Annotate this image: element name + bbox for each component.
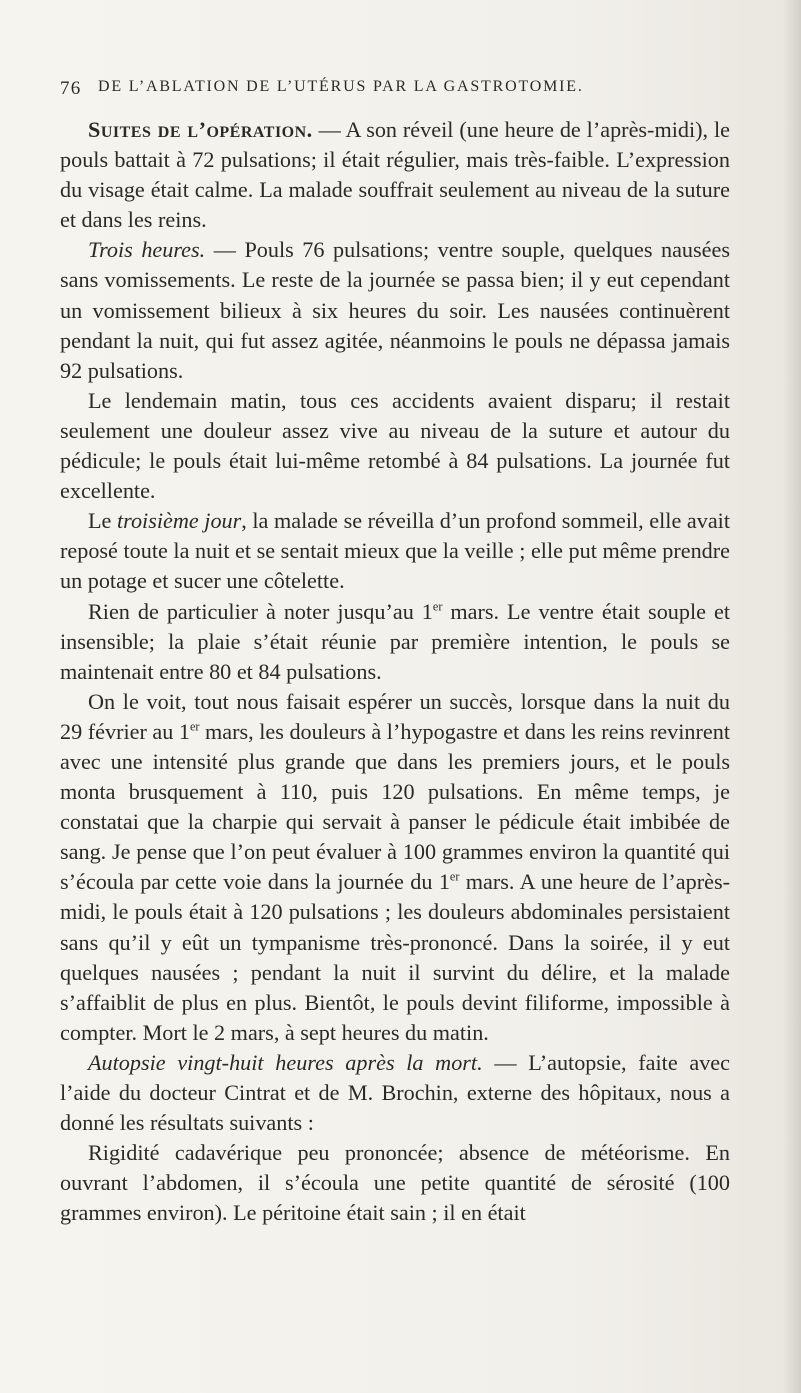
paragraph-text: — L’autopsie, faite avec l’aide du docteur Cintrat et de M. Brochin, externe des hôpitaux, nous a donné les résultats suivants : [60, 1049, 730, 1136]
paragraph [60, 597, 730, 687]
paragraph-text: Rien de particulier à noter jusqu’au 1 [88, 598, 433, 624]
paragraph-text: Le [88, 508, 117, 534]
paragraph-text: mars, les douleurs à l’hypogastre et dans les reins revinrent avec une intensité plus grande que dans les premiers jours, et le pouls monta brusquement à 110, puis 120 pulsations. En même temps, je constatai que la charpie qui servait à panser le pédicule était imbibée de sang. Je pense que l’on peut évaluer à 100 grammes environ la quantité qui s’écoula par cette voie dans la journée du 1 [60, 718, 731, 895]
italic-heading: Trois heures. [88, 237, 206, 263]
paragraph [60, 687, 730, 1048]
paragraph-text: — A son réveil (une heure de l’après-midi), le pouls battait à 72 pulsations; il était régulier, mais très-faible. L’expression du visage était calme. La malade souffrait seulement au niveau de la suture et dans les reins. [60, 117, 730, 233]
running-head: DE L’ABLATION DE L’UTÉRUS PAR LA GASTROTOMIE. [98, 78, 584, 95]
ordinal-superscript: er [432, 599, 443, 614]
paragraph [60, 235, 730, 385]
paragraph-text: On le voit, tout nous faisait espérer un succès, lorsque dans la nuit du 29 février au 1 [60, 688, 730, 744]
paragraph-text: mars. Le ventre était souple et insensible; la plaie s’était réunie par première intention, le pouls se maintenait entre 80 et 84 pulsations. [60, 598, 730, 684]
page-header [60, 78, 730, 108]
paragraph-text: Le lendemain matin, tous ces accidents avaient disparu; il restait seulement une douleur assez vive au niveau de la suture et autour du pédicule; le pouls était lui-même retombé à 84 pulsations. La journée fut excellente. [60, 387, 730, 504]
paragraph [60, 386, 730, 506]
paragraph [60, 115, 730, 235]
section-heading: Suites de l’opération. [88, 117, 313, 142]
italic-heading: troisième jour [116, 508, 242, 534]
ordinal-superscript: er [190, 719, 200, 734]
paragraph-text: Rigidité cadavérique peu prononcée; absence de météorisme. En ouvrant l’abdomen, il s’écoula une petite quantité de sérosité (100 grammes environ). Le péritoine était sain ; il en était [60, 1140, 730, 1226]
paragraph-text: mars. A une heure de l’après-midi, le pouls était à 120 pulsations ; les douleurs abdominales persistaient sans qu’il y eût un tympanisme très-prononcé. Dans la soirée, il y eut quelques nausées ; pendant la nuit il survint du délire, et la malade s’affaiblit de plus en plus. Bientôt, le pouls devint filiforme, impossible à compter. Mort le 2 mars, à sept heures du matin. [60, 869, 730, 1045]
ordinal-superscript: er [449, 869, 460, 884]
paragraph [60, 1138, 730, 1228]
paragraph-text: , la malade se réveilla d’un profond sommeil, elle avait reposé toute la nuit et se sentait mieux que la veille ; elle put même prendre un potage et sucer une côtelette. [60, 508, 730, 594]
body-text [60, 115, 730, 1228]
paragraph-text: — Pouls 76 pulsations; ventre souple, quelques nausées sans vomissements. Le reste de la journée se passa bien; il y eut cependant un vomissement bilieux à six heures du soir. Les nausées continuèrent pendant la nuit, qui fut assez agitée, néanmoins le pouls ne dépassa jamais 92 pulsations. [60, 237, 730, 383]
paragraph [60, 1048, 730, 1138]
paragraph [60, 506, 730, 596]
italic-heading: Autopsie vingt-huit heures après la mort. [88, 1049, 483, 1075]
page-number: 76 [60, 78, 82, 99]
page-edge-shadow [783, 0, 801, 1393]
